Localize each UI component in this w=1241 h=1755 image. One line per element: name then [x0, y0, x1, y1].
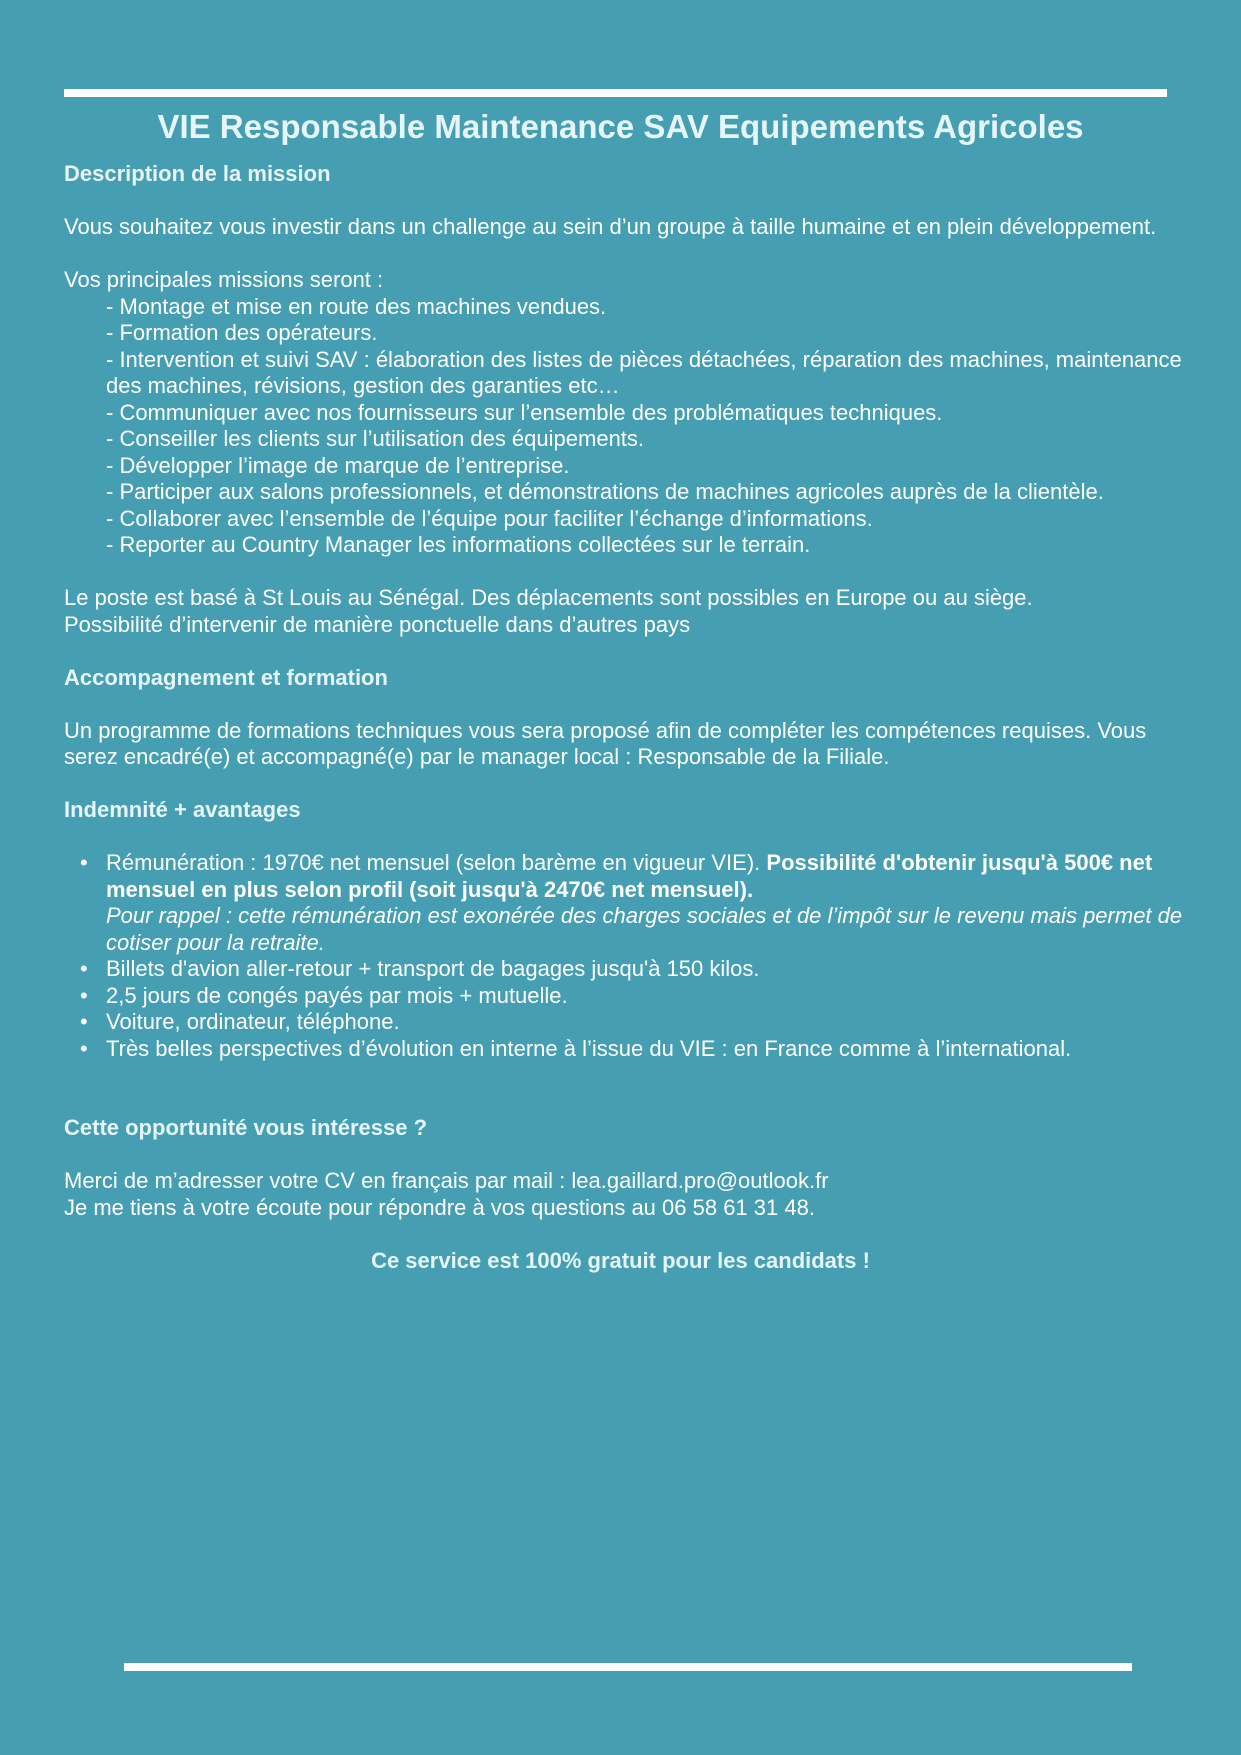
- free-service-note: Ce service est 100% gratuit pour les candidats !: [371, 1247, 870, 1273]
- section-heading-benefits: Indemnité + avantages: [64, 797, 301, 822]
- document-body: [64, 107, 1184, 1274]
- salary-bonus-text: Possibilité d'obtenir jusqu'à 500€ net mensuel en plus selon profil (soit jusqu'à 2470€ net mensuel).: [106, 850, 1153, 902]
- page-title: VIE Responsable Maintenance SAV Equipements Agricoles: [157, 108, 1084, 145]
- benefits-list: [64, 850, 1216, 1062]
- contact-phone-line: Je me tiens à votre écoute pour répondre à vos questions au 06 58 61 31 48.: [64, 1194, 815, 1220]
- location-text-2: Possibilité d’intervenir de manière ponctuelle dans d’autres pays: [64, 611, 691, 637]
- mission-item: - Reporter au Country Manager les informations collectées sur le terrain.: [106, 532, 811, 557]
- benefit-item: • Très belles perspectives d’évolution en interne à l’issue du VIE : en France comme à l’international.: [106, 1036, 1106, 1063]
- benefit-item: • Billets d'avion aller-retour + transport de bagages jusqu'à 150 kilos.: [106, 956, 1216, 983]
- bottom-divider: [124, 1663, 1132, 1671]
- mission-item: - Conseiller les clients sur l’utilisation des équipements.: [106, 426, 645, 451]
- salary-note: Pour rappel : cette rémunération est exonérée des charges sociales et de l’impôt sur le revenu mais permet de cotiser pour la retraite.: [106, 903, 1183, 955]
- mission-item: - Collaborer avec l’ensemble de l’équipe pour faciliter l’échange d’informations.: [106, 505, 873, 531]
- top-divider: [64, 89, 1167, 97]
- mission-intro: Vous souhaitez vous investir dans un challenge au sein d’un groupe à taille humaine et en plein développement.: [64, 214, 1157, 239]
- missions-label: Vos principales missions seront :: [64, 267, 384, 292]
- benefit-item-salary: [106, 850, 1216, 956]
- section-heading-contact: Cette opportunité vous intéresse ?: [64, 1115, 428, 1140]
- mission-item: - Formation des opérateurs.: [106, 320, 378, 345]
- mission-item: - Communiquer avec nos fournisseurs sur l’ensemble des problématiques techniques.: [106, 399, 943, 425]
- section-heading-training: Accompagnement et formation: [64, 664, 388, 690]
- training-text: Un programme de formations techniques vous sera proposé afin de compléter les compétences requises. Vous serez encadré(e) et accompagné(e) par le manager local : Responsable de la Filiale.: [64, 717, 1147, 769]
- section-heading-mission: Description de la mission: [64, 161, 331, 186]
- missions-list: [64, 294, 1184, 559]
- mission-item: - Montage et mise en route des machines vendues.: [106, 293, 607, 319]
- mission-item: - Développer l’image de marque de l’entreprise.: [106, 452, 570, 478]
- location-text: Le poste est basé à St Louis au Sénégal. Des déplacements sont possibles en Europe ou au siège.: [64, 585, 1033, 610]
- benefit-item: • 2,5 jours de congés payés par mois + mutuelle.: [106, 983, 1216, 1010]
- contact-email-line: Merci de m’adresser votre CV en français par mail : lea.gaillard.pro@outlook.fr: [64, 1168, 829, 1193]
- benefit-item: • Voiture, ordinateur, téléphone.: [106, 1009, 1216, 1036]
- salary-text: Rémunération : 1970€ net mensuel (selon barème en vigueur VIE).: [106, 850, 767, 875]
- mission-item: - Participer aux salons professionnels, et démonstrations de machines agricoles auprès de la clientèle.: [106, 479, 1104, 504]
- mission-item: - Intervention et suivi SAV : élaboration des listes de pièces détachées, réparation des machines, maintenance des machines, révisions, gestion des garanties etc…: [106, 346, 1182, 398]
